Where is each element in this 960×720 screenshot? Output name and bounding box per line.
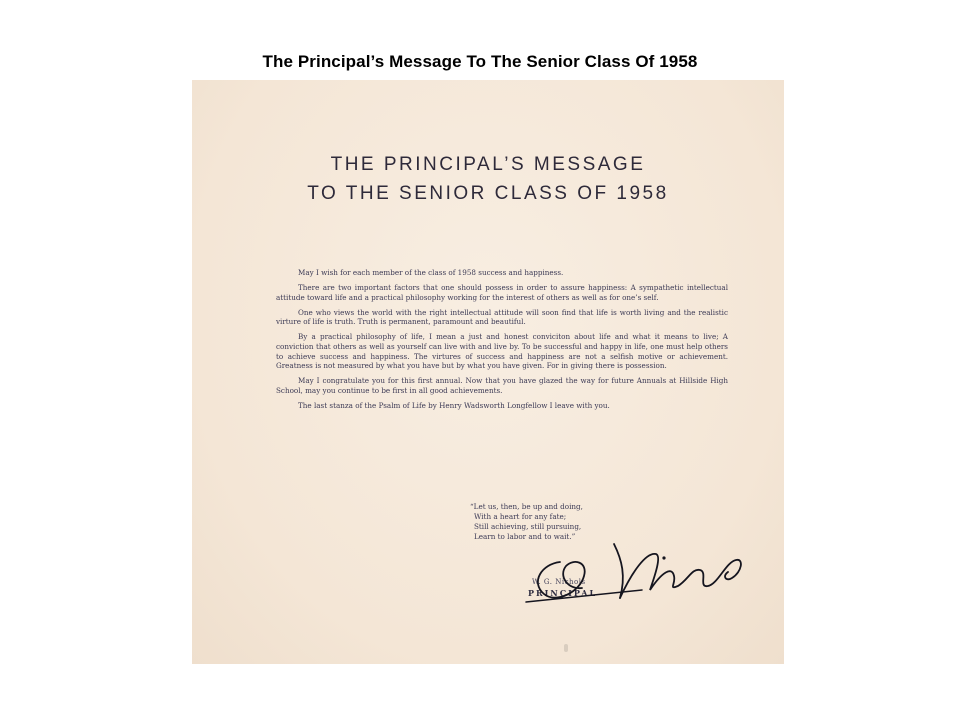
letter-body [276,268,728,416]
page-smudge [564,644,568,652]
poem-line: Learn to labor and to wait.” [474,532,576,541]
scanned-yearbook-page [192,80,784,664]
letter-paragraph: One who views the world with the right intellectual attitude will soon find that life is worth living and the realistic virture of life is truth. Truth is permanent, paramount and beautiful. [276,307,728,327]
document-heading-line-2: TO THE SENIOR CLASS OF 1958 [307,183,669,204]
poem-line: With a heart for any fate; [474,512,567,521]
poem-line: “Let us, then, be up and doing, [470,502,583,511]
letter-paragraph: The last stanza of the Psalm of Life by Henry Wadsworth Longfellow I leave with you. [298,401,610,411]
slide-title: The Principal’s Message To The Senior Class Of 1958 [262,52,698,71]
signer-title: PRINCIPAL [528,588,598,598]
poem-line: Still achieving, still pursuing, [474,522,582,531]
letter-paragraph: May I congratulate you for this first annual. Now that you have glazed the way for future Annuals at Hillside High School, may you continue to be first in all good achievements. [276,376,728,395]
letter-paragraph: By a practical philosophy of life, I mean a just and honest conviciton about life and what it means to live; A conviction that others as well as yourself can live with and live by. To be successful and happy in life, one must help others to achieve success and happiness. The virtures of success and happiness are not a selfish motive or achievement. Greatness is not measured by what you have but by what you have given. For in giving there is possession. [276,332,728,371]
document-heading-line-1: THE PRINCIPAL’S MESSAGE [330,154,646,175]
letter-paragraph: May I wish for each member of the class of 1958 success and happiness. [298,268,564,277]
handwritten-signature [522,532,752,612]
signer-name: W. G. Nichols [532,578,586,586]
letter-paragraph: There are two important factors that one should possess in order to assure happiness: A sympathetic intellectual attitude toward life and a practical philosophy working for the interest of others as well as for one’s self. [276,283,728,302]
